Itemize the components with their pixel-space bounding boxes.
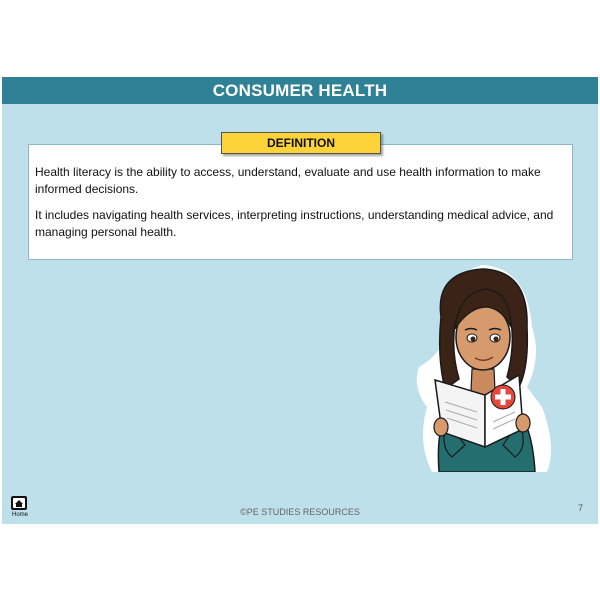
- page-number: 7: [578, 503, 584, 513]
- slide: [2, 77, 598, 524]
- title-bar: [2, 77, 598, 104]
- woman-reading-pamphlet-illustration: [407, 257, 557, 472]
- slide-title: CONSUMER HEALTH: [212, 80, 388, 100]
- definition-box: [28, 144, 573, 260]
- definition-paragraph-2: It includes navigating health services, interpreting instructions, understanding medical advice, and managing personal health.: [35, 208, 554, 239]
- copyright-footer: ©PE STUDIES RESOURCES: [240, 507, 360, 517]
- home-label: Home: [11, 512, 28, 518]
- definition-label: DEFINITION: [221, 132, 381, 154]
- definition-paragraph-1: Health literacy is the ability to access, understand, evaluate and use health information to make informed decisions.: [35, 165, 541, 196]
